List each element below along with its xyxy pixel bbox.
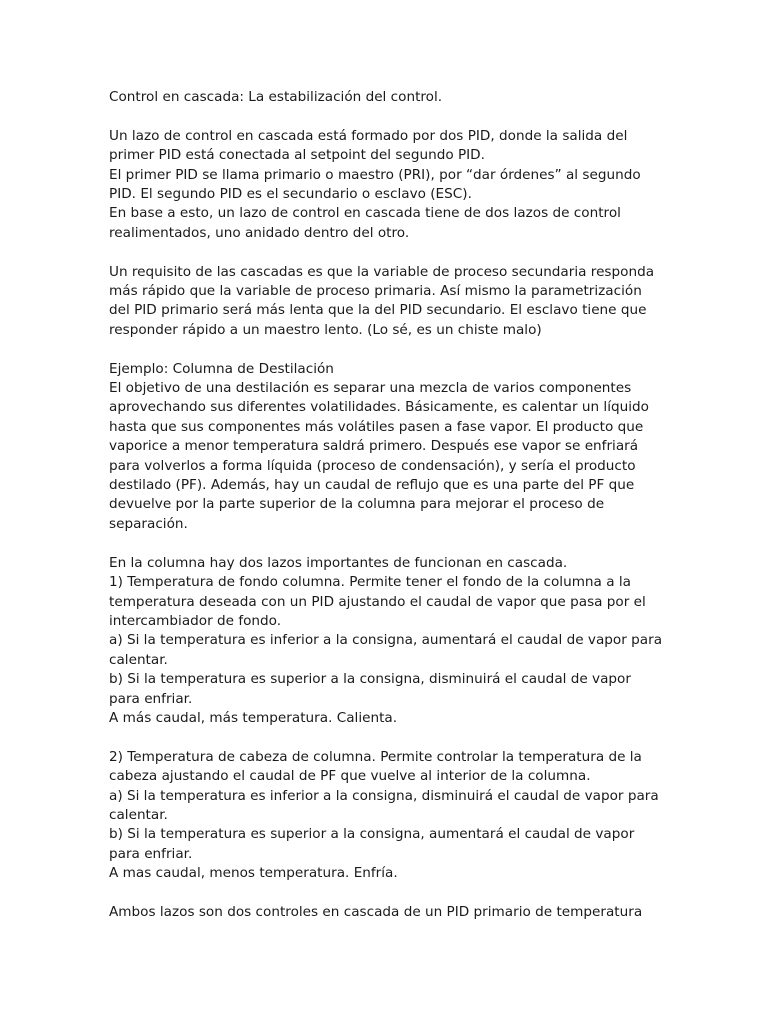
text-line: vaporice a menor temperatura saldrá primero. Después ese vapor se enfriará xyxy=(109,438,639,455)
text-line: calentar. xyxy=(109,651,168,668)
text-line: 2) Temperatura de cabeza de columna. Permite controlar la temperatura de la xyxy=(109,748,642,765)
text-line: Un lazo de control en cascada está formado por dos PID, donde la salida del xyxy=(109,127,628,144)
text-line: para enfriar. xyxy=(109,845,193,862)
text-line: del PID primario será más lenta que la del PID secundario. El esclavo tiene que xyxy=(109,302,647,319)
text-line: calentar. xyxy=(109,806,168,823)
text-line: Control en cascada: La estabilización del control. xyxy=(109,89,443,105)
paragraph-title xyxy=(109,88,669,107)
paragraph-requirement xyxy=(109,263,669,341)
paragraph-example xyxy=(109,360,669,535)
text-line: hasta que sus componentes más volátiles pasen a fase vapor. El producto que xyxy=(109,418,644,435)
document-page xyxy=(109,88,669,922)
text-line: responder rápido a un maestro lento. (Lo sé, es un chiste malo) xyxy=(109,321,542,338)
text-line: b) Si la temperatura es superior a la consigna, disminuirá el caudal de vapor xyxy=(109,671,631,688)
text-line: Ejemplo: Columna de Destilación xyxy=(109,360,334,377)
paragraph-head-loop xyxy=(109,748,669,884)
text-line: A más caudal, más temperatura. Calienta. xyxy=(109,709,398,726)
text-line: 1) Temperatura de fondo columna. Permite tener el fondo de la columna a la xyxy=(109,574,631,591)
text-line: cabeza ajustando el caudal de PF que vuelve al interior de la columna. xyxy=(109,768,591,785)
text-line: El objetivo de una destilación es separar una mezcla de varios componentes xyxy=(109,380,632,397)
paragraph-conclusion xyxy=(109,903,669,922)
text-line: primer PID está conectada al setpoint del segundo PID. xyxy=(109,147,485,164)
text-line: A mas caudal, menos temperatura. Enfría. xyxy=(109,865,398,882)
text-line: b) Si la temperatura es superior a la consigna, aumentará el caudal de vapor xyxy=(109,826,635,843)
paragraph-definition xyxy=(109,127,669,243)
text-line: destilado (PF). Además, hay un caudal de reflujo que es una parte del PF que xyxy=(109,477,635,494)
text-line: Un requisito de las cascadas es que la variable de proceso secundaria responda xyxy=(109,263,655,280)
text-line: separación. xyxy=(109,515,188,532)
text-line: temperatura deseada con un PID ajustando el caudal de vapor que pasa por el xyxy=(109,593,646,610)
text-line: intercambiador de fondo. xyxy=(109,612,282,629)
text-line: devuelve por la parte superior de la columna para mejorar el proceso de xyxy=(109,496,605,513)
text-line: En base a esto, un lazo de control en cascada tiene de dos lazos de control xyxy=(109,205,621,222)
text-line: a) Si la temperatura es inferior a la consigna, aumentará el caudal de vapor para xyxy=(109,632,663,649)
text-line: a) Si la temperatura es inferior a la consigna, disminuirá el caudal de vapor para xyxy=(109,787,659,804)
text-line: realimentados, uno anidado dentro del otro. xyxy=(109,224,410,241)
text-line: para volverlos a forma líquida (proceso de condensación), y sería el producto xyxy=(109,457,636,474)
text-line: En la columna hay dos lazos importantes de funcionan en cascada. xyxy=(109,554,568,571)
text-line: PID. El segundo PID es el secundario o esclavo (ESC). xyxy=(109,186,472,203)
paragraph-bottom-loop xyxy=(109,554,669,729)
text-line: aprovechando sus diferentes volatilidades. Básicamente, es calentar un líquido xyxy=(109,399,649,416)
text-line: Ambos lazos son dos controles en cascada de un PID primario de temperatura xyxy=(109,903,643,920)
text-line: para enfriar. xyxy=(109,690,193,707)
text-line: El primer PID se llama primario o maestro (PRI), por “dar órdenes” al segundo xyxy=(109,166,641,183)
text-line: más rápido que la variable de proceso primaria. Así mismo la parametrización xyxy=(109,283,642,300)
